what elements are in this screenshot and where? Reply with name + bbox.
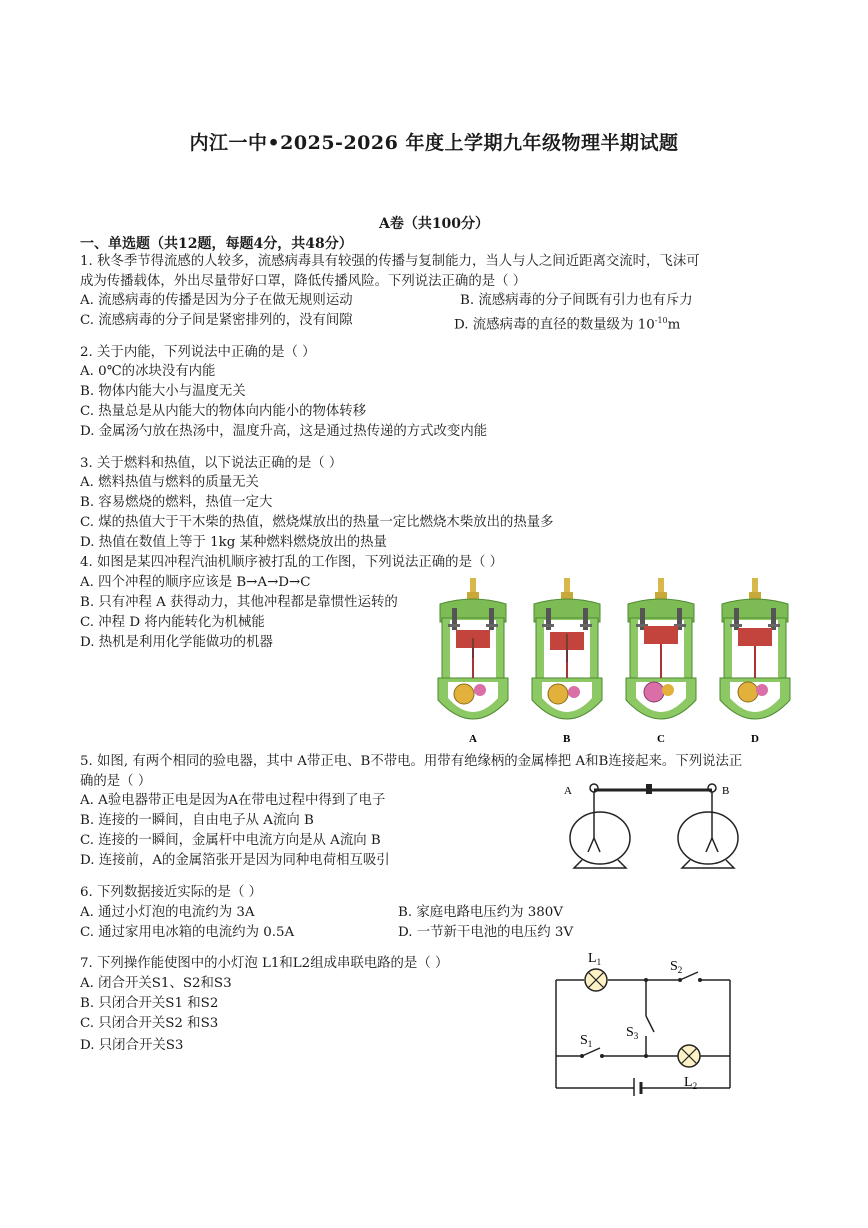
- q6-option-d: D. 一节新干电池的电压约 3V: [398, 925, 574, 940]
- q2-option-a: A. 0℃的冰块没有内能: [80, 364, 216, 379]
- q1-stem-line2: 成为传播载体，外出尽量带好口罩，降低传播风险。下列说法正确的是（ ）: [80, 274, 527, 289]
- q2-option-b: B. 物体内能大小与温度无关: [80, 384, 246, 399]
- q2-option-d: D. 金属汤勺放在热汤中，温度升高，这是通过热传递的方式改变内能: [80, 424, 488, 439]
- engine-b-diagram: [532, 578, 602, 719]
- circuit-figure: [550, 948, 740, 1096]
- electroscope-figure: [560, 778, 750, 870]
- q5-option-a: A. A验电器带正电是因为A在带电过程中得到了电子: [80, 793, 386, 808]
- engine-c-diagram: [626, 578, 696, 719]
- q4-option-d: D. 热机是利用化学能做功的机器: [80, 635, 273, 650]
- exam-title: 内江一中•2025-2026 年度上学期九年级物理半期试题: [189, 132, 679, 154]
- q3-option-b: B. 容易燃烧的燃料，热值一定大: [80, 495, 273, 510]
- q6-option-a: A. 通过小灯泡的电流约为 3A: [80, 905, 255, 920]
- engine-a-diagram: [438, 578, 508, 719]
- q7-option-c: C. 只闭合开关S2 和S3: [80, 1016, 219, 1031]
- electroscope-label-a: A: [564, 785, 572, 797]
- engine-label-a: A: [469, 733, 477, 745]
- q3-option-d: D. 热值在数值上等于 1kg 某种燃料燃烧放出的热量: [80, 535, 387, 550]
- q3-option-c: C. 煤的热值大于干木柴的热值，燃烧煤放出的热量一定比燃烧木柴放出的热量多: [80, 515, 554, 530]
- q6-option-c: C. 通过家用电冰箱的电流约为 0.5A: [80, 925, 295, 940]
- circuit-label-s3: $S_3$: [626, 1025, 639, 1041]
- q4-stem: 4. 如图是某四冲程汽油机顺序被打乱的工作图，下列说法正确的是（ ）: [80, 555, 504, 570]
- q4-option-a: A. 四个冲程的顺序应该是 B→A→D→C: [80, 575, 311, 590]
- q4-option-b: B. 只有冲程 A 获得动力，其他冲程都是靠惯性运转的: [80, 595, 398, 610]
- circuit-label-s2: $S_2$: [670, 959, 683, 975]
- q5-option-b: B. 连接的一瞬间，自由电子从 A流向 B: [80, 813, 314, 828]
- electroscope-label-b: B: [722, 785, 730, 797]
- q7-option-b: B. 只闭合开关S1 和S2: [80, 996, 219, 1011]
- circuit-label-s1: $S_1$: [580, 1033, 593, 1049]
- q4-option-c: C. 冲程 D 将内能转化为机械能: [80, 615, 265, 630]
- q2-stem: 2. 关于内能，下列说法中正确的是（ ）: [80, 345, 316, 360]
- q3-stem: 3. 关于燃料和热值，以下说法正确的是（ ）: [80, 456, 343, 471]
- circuit-label-l1: $L_1$: [588, 951, 602, 967]
- part-heading: 一、单选题（共12题，每题4分，共48分）: [80, 236, 353, 252]
- q5-stem-line1: 5. 如图, 有两个相同的验电器，其中 A带正电、B不带电。用带有绝缘柄的金属棒把 A和B连接起来。下列说法正: [80, 754, 743, 769]
- q7-option-d: D. 只闭合开关S3: [80, 1038, 184, 1053]
- q5-stem-line2: 确的是（ ）: [80, 774, 152, 789]
- q3-option-a: A. 燃料热值与燃料的质量无关: [80, 475, 259, 490]
- q5-option-d: D. 连接前，A的金属箔张开是因为同种电荷相互吸引: [80, 853, 390, 868]
- q7-stem: 7. 下列操作能使图中的小灯泡 L1和L2组成串联电路的是（ ）: [80, 956, 449, 971]
- q6-option-b: B. 家庭电路电压约为 380V: [398, 905, 563, 920]
- q1-stem-line1: 1. 秋冬季节得流感的人较多，流感病毒具有较强的传播与复制能力，当人与人之间近距离交流时，飞沫可: [80, 254, 700, 269]
- q2-option-c: C. 热量总是从内能大的物体向内能小的物体转移: [80, 404, 367, 419]
- q1-option-d: D. 流感病毒的直径的数量级为 $10^{-10}m$: [454, 316, 681, 333]
- engine-label-c: C: [657, 733, 665, 745]
- engine-label-b: B: [563, 733, 571, 745]
- section-heading: A卷（共100分）: [378, 216, 490, 232]
- q7-option-a: A. 闭合开关S1、S2和S3: [80, 976, 232, 991]
- engine-strokes-figure: [434, 578, 794, 746]
- q1-option-a: A. 流感病毒的传播是因为分子在做无规则运动: [80, 293, 353, 308]
- engine-label-d: D: [751, 733, 759, 745]
- circuit-label-l2: $L_2$: [684, 1075, 698, 1091]
- q5-option-c: C. 连接的一瞬间，金属杆中电流方向是从 A流向 B: [80, 833, 381, 848]
- q6-stem: 6. 下列数据接近实际的是（ ）: [80, 885, 262, 900]
- engine-d-diagram: [720, 578, 790, 719]
- q1-option-c: C. 流感病毒的分子间是紧密排列的，没有间隙: [80, 313, 353, 328]
- q1-option-b: B. 流感病毒的分子间既有引力也有斥力: [460, 293, 693, 308]
